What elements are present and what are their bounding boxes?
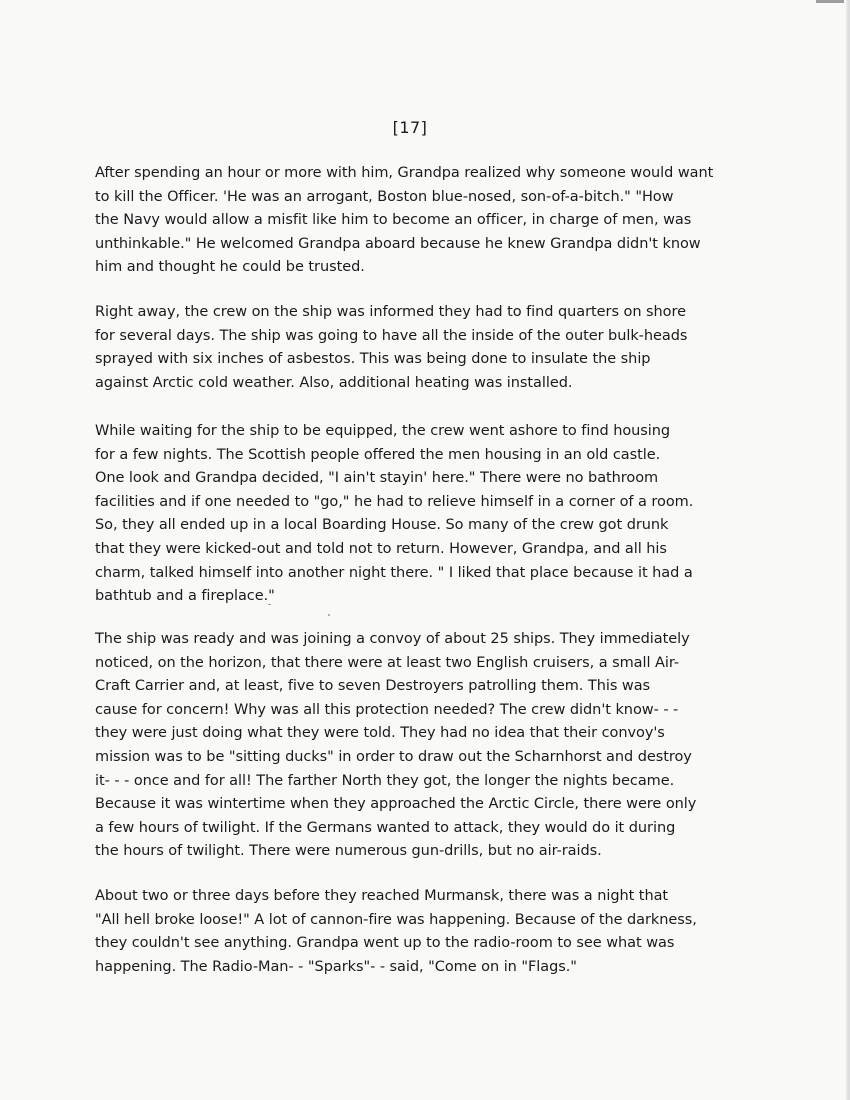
text-line: After spending an hour or more with him, Grandpa realized why someone would want bbox=[95, 165, 714, 181]
text-line: Right away, the crew on the ship was informed they had to find quarters on shore bbox=[95, 304, 686, 320]
text-line: About two or three days before they reached Murmansk, there was a night that bbox=[95, 888, 669, 904]
paragraph-2 bbox=[95, 301, 760, 395]
text-line: against Arctic cold weather. Also, additional heating was installed. bbox=[95, 374, 573, 391]
text-line: unthinkable." He welcomed Grandpa aboard because he knew Grandpa didn't know bbox=[95, 235, 701, 252]
text-line: to kill the Officer. 'He was an arrogant, Boston blue-nosed, son-of-a-bitch." "How bbox=[95, 188, 674, 205]
paragraph-3 bbox=[95, 420, 760, 609]
text-line: him and thought he could be trusted. bbox=[95, 259, 365, 276]
text-line: for several days. The ship was going to have all the inside of the outer bulk-heads bbox=[95, 327, 688, 344]
text-line: One look and Grandpa decided, "I ain't stayin' here." There were no bathroom bbox=[95, 470, 659, 487]
text-line: a few hours of twilight. If the Germans wanted to attack, they would do it during bbox=[95, 819, 676, 836]
text-line: noticed, on the horizon, that there were at least two English cruisers, a small Air- bbox=[95, 654, 680, 671]
text-line: So, they all ended up in a local Boarding House. So many of the crew got drunk bbox=[95, 517, 669, 534]
text-line: While waiting for the ship to be equipped, the crew went ashore to find housing bbox=[95, 423, 671, 439]
text-line: facilities and if one needed to "go," he had to relieve himself in a corner of a room. bbox=[95, 493, 694, 510]
text-line: that they were kicked-out and told not to return. However, Grandpa, and all his bbox=[95, 540, 667, 557]
text-line: happening. The Radio-Man- - "Sparks"- - said, "Come on in "Flags." bbox=[95, 958, 577, 975]
text-line: Craft Carrier and, at least, five to seven Destroyers patrolling them. This was bbox=[95, 678, 651, 695]
paragraph-5 bbox=[95, 885, 760, 979]
text-line: "All hell broke loose!" A lot of cannon-fire was happening. Because of the darkness, bbox=[95, 911, 697, 928]
scan-speck bbox=[328, 614, 330, 616]
text-line: they couldn't see anything. Grandpa went up to the radio-room to see what was bbox=[95, 935, 675, 952]
text-line: it- - - once and for all! The farther North they got, the longer the nights became. bbox=[95, 772, 675, 789]
text-line: mission was to be "sitting ducks" in order to draw out the Scharnhorst and destroy bbox=[95, 748, 692, 765]
text-line: cause for concern! Why was all this protection needed? The crew didn't know- - - bbox=[95, 701, 679, 718]
text-line: the hours of twilight. There were numerous gun-drills, but no air-raids. bbox=[95, 843, 602, 860]
paragraph-1 bbox=[95, 162, 760, 280]
text-line: for a few nights. The Scottish people offered the men housing in an old castle. bbox=[95, 446, 661, 463]
text-line: Because it was wintertime when they approached the Arctic Circle, there were only bbox=[95, 796, 697, 813]
text-line: The ship was ready and was joining a convoy of about 25 ships. They immediately bbox=[95, 631, 690, 647]
page-number: [17] bbox=[392, 118, 428, 137]
page-edge-shadow bbox=[846, 0, 850, 1100]
text-line: they were just doing what they were told. They had no idea that their convoy's bbox=[95, 725, 665, 742]
scan-corner-mark bbox=[816, 0, 844, 3]
text-line: sprayed with six inches of asbestos. This was being done to insulate the ship bbox=[95, 351, 651, 368]
scan-speck bbox=[268, 604, 271, 605]
text-line: bathtub and a fireplace." bbox=[95, 588, 275, 605]
paragraph-4 bbox=[95, 628, 760, 864]
text-line: the Navy would allow a misfit like him to become an officer, in charge of men, was bbox=[95, 212, 692, 229]
text-line: charm, talked himself into another night there. " I liked that place because it had a bbox=[95, 564, 693, 581]
